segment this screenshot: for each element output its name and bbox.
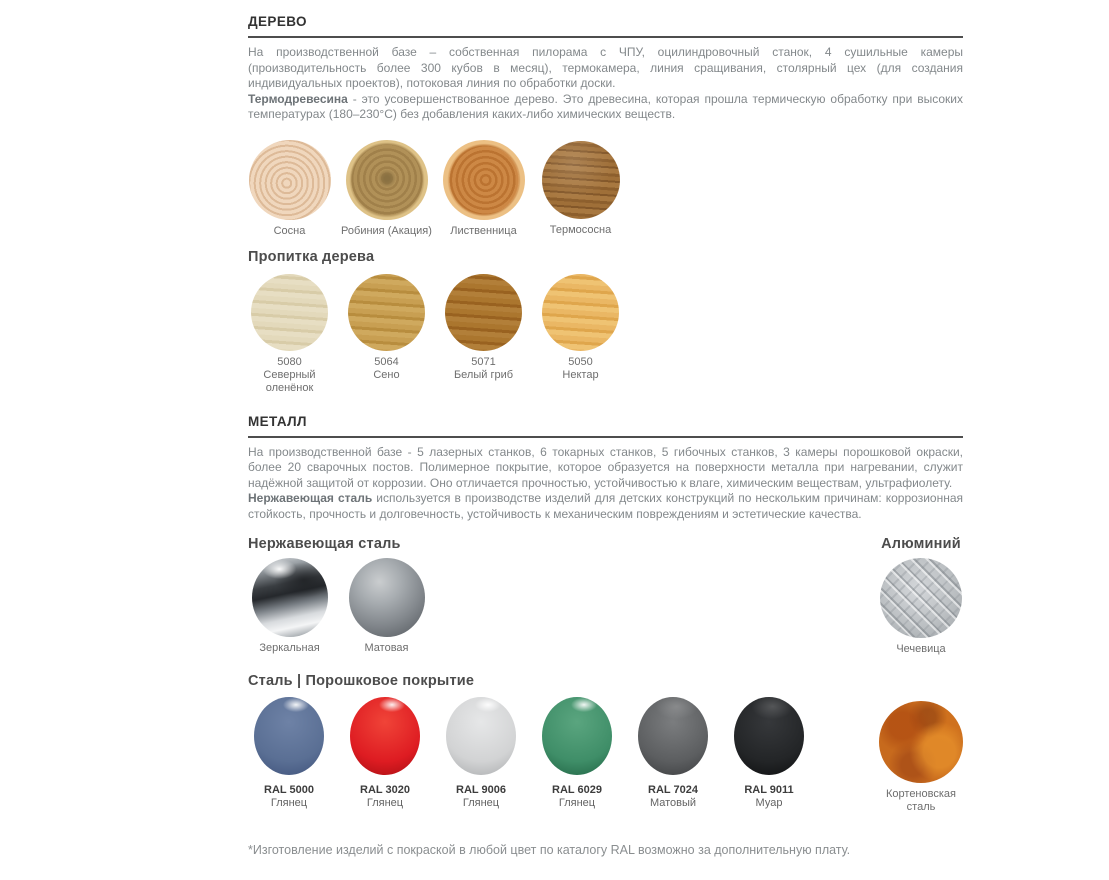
- impregnation-swatch-5050: [532, 274, 629, 382]
- stainless-paragraph: [248, 491, 963, 522]
- impregnation-title: Пропитка дерева: [248, 248, 375, 265]
- color-swatch: [542, 274, 619, 351]
- ral-swatch-9006: [433, 697, 529, 810]
- thermowood-term: Термодревесина: [248, 91, 348, 106]
- ral-swatch-9011: [721, 697, 817, 810]
- ral-color-ball: [350, 697, 420, 775]
- corten-steel-swatch: [879, 701, 963, 783]
- swatch-label: Чечевица: [896, 643, 946, 655]
- swatch-label: Лиственница: [450, 224, 517, 237]
- swatch-label: Сосна: [273, 224, 306, 237]
- metal-intro-paragraph: На производственной базе - 5 лазерных станков, 6 токарных станков, 5 гибочных станков, 3 камеры порошковой окраски, более 20 сварочных постов. Полимерное покрытие, которое образуется на поверхности металла при нагревании, служит надёжной защитой от коррозии. Оно отличается прочностью, устойчивостью к влаге, химическим веществам, ультрафиолету.: [248, 444, 963, 490]
- swatch-code: 5064: [374, 355, 399, 368]
- stainless-swatch-mirror: [241, 558, 338, 655]
- thermo-pine-swatch: [542, 141, 620, 219]
- ral-swatch-7024: [625, 697, 721, 810]
- ral-finish: Муар: [755, 797, 783, 809]
- ral-footnote: *Изготовление изделий с покраской в любой цвет по каталогу RAL возможно за дополнительную плату.: [248, 843, 851, 857]
- wood-swatch-thermo: [532, 140, 629, 237]
- ral-code: RAL 3020: [360, 784, 410, 796]
- ral-code: RAL 9011: [744, 784, 794, 796]
- swatch-label: Термососна: [549, 223, 612, 236]
- impregnation-row: [241, 274, 963, 395]
- aluminum-swatch: [875, 558, 967, 656]
- ral-finish: Глянец: [366, 797, 404, 809]
- stainless-title: Нержавеющая сталь: [248, 536, 401, 552]
- wood-swatch-sosna: [241, 140, 338, 238]
- swatch-label: Робиния (Акация): [341, 224, 432, 237]
- color-swatch: [348, 274, 425, 351]
- stainless-aluminum-headings: [248, 537, 963, 552]
- swatch-label: Белый гриб: [453, 368, 514, 381]
- ral-color-ball: [638, 697, 708, 775]
- swatch-label: Сено: [373, 368, 400, 381]
- ral-color-ball: [542, 697, 612, 775]
- swatch-label: Зеркальная: [259, 642, 320, 654]
- wood-species-row: [241, 140, 963, 238]
- ral-color-ball: [734, 697, 804, 775]
- ral-code: RAL 9006: [456, 784, 506, 796]
- ral-color-ball: [446, 697, 516, 775]
- corten-swatch: [875, 697, 967, 814]
- ral-code: RAL 5000: [264, 784, 314, 796]
- impregnation-swatch-5071: [435, 274, 532, 382]
- ral-finish: Глянец: [270, 797, 308, 809]
- ral-swatch-3020: [337, 697, 433, 810]
- swatch-label: Матовая: [364, 642, 409, 654]
- stainless-row: [241, 558, 963, 656]
- ral-finish: Матовый: [649, 797, 697, 809]
- stainless-term: Нержавеющая сталь: [248, 491, 373, 505]
- acacia-cross-section-swatch: [346, 140, 428, 220]
- ral-code: RAL 7024: [648, 784, 698, 796]
- mirror-steel-ball: [252, 558, 328, 637]
- pine-cross-section-swatch: [249, 140, 331, 220]
- stainless-text: используется в производстве изделий для детских конструкций по нескольким причинам: коррозионная стойкость, прочность и долговечность, устойчивость к механическим повреждениям и эстетические качества.: [248, 491, 963, 521]
- catalog-page: [248, 0, 963, 857]
- wood-section-title: ДЕРЕВО: [248, 14, 963, 38]
- swatch-code: 5071: [471, 355, 496, 368]
- wood-swatch-robinia: [338, 140, 435, 238]
- impregnation-swatch-5080: [241, 274, 338, 395]
- impregnation-swatch-5064: [338, 274, 435, 382]
- swatch-label: Нектар: [562, 368, 599, 381]
- ral-color-ball: [254, 697, 324, 775]
- wood-intro-paragraph: На производственной базе – собственная пилорама с ЧПУ, оцилиндровочный станок, 4 сушильные камеры (производительность более 300 кубов в месяц), термокамера, линия сращивания, столярный цех (для создания индивидуальных проектов), потоковая линия по обработки доски.: [248, 45, 963, 90]
- color-swatch: [251, 274, 328, 351]
- matte-steel-ball: [349, 558, 425, 637]
- powder-title: Сталь | Порошковое покрытие: [248, 673, 475, 689]
- diamond-plate-swatch: [880, 558, 962, 638]
- swatch-label: Кортеновская сталь: [886, 788, 956, 813]
- ral-code: RAL 6029: [552, 784, 602, 796]
- ral-finish: Глянец: [558, 797, 596, 809]
- ral-swatch-6029: [529, 697, 625, 810]
- thermowood-paragraph: [248, 92, 963, 123]
- aluminum-title: Алюминий: [881, 536, 961, 552]
- ral-finish: Глянец: [462, 797, 500, 809]
- powder-row: [241, 697, 963, 814]
- stainless-swatch-matte: [338, 558, 435, 655]
- swatch-label: Северный оленёнок: [263, 368, 316, 394]
- swatch-code: 5050: [568, 355, 593, 368]
- thermowood-text: - это усовершенствованное дерево. Это древесина, которая прошла термическую обработку при высоких температурах (180–230°С) без добавления каких-либо химических веществ.: [248, 91, 963, 121]
- metal-section-title: МЕТАЛЛ: [248, 414, 963, 438]
- swatch-code: 5080: [277, 355, 302, 368]
- wood-copy: [248, 45, 963, 123]
- wood-swatch-larch: [435, 140, 532, 238]
- metal-copy: [248, 445, 963, 523]
- ral-swatch-5000: [241, 697, 337, 810]
- color-swatch: [445, 274, 522, 351]
- larch-cross-section-swatch: [443, 140, 525, 220]
